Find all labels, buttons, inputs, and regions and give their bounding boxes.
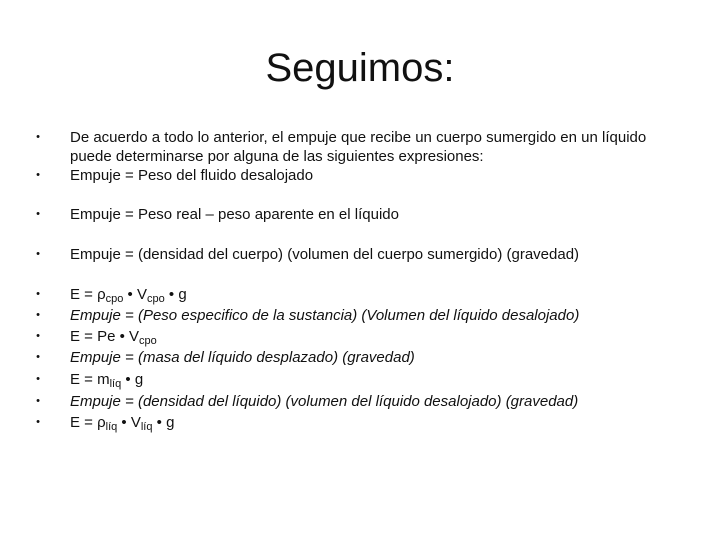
intro-text: De acuerdo a todo lo anterior, el empuje que recibe un cuerpo sumergido en un líquido puede determinarse por alguna de las siguientes expresiones: <box>70 129 647 165</box>
bullet: • <box>36 395 40 407</box>
bullet: • <box>36 248 40 260</box>
formula-subscript: cpo <box>139 335 157 347</box>
bullet: • <box>36 208 40 220</box>
formula-subscript: cpo <box>105 293 124 305</box>
bullet: • <box>36 351 40 363</box>
formula-part: E = ρ <box>70 286 106 303</box>
bullet: • <box>36 169 40 181</box>
item-densidad-cuerpo: Empuje = (densidad del cuerpo) (volumen del cuerpo sumergido) (gravedad) <box>70 246 580 263</box>
formula-part: E = Pe • V <box>70 328 140 345</box>
bullet: • <box>36 373 40 385</box>
item-peso-real: Empuje = Peso real – peso aparente en el líquido <box>70 206 399 223</box>
formula-part: • V <box>123 286 147 303</box>
item-peso-especifico: Empuje = (Peso especifico de la sustancia) (Volumen del líquido desalojado) <box>70 307 580 324</box>
formula-masa <box>70 370 685 394</box>
formula-subscript: líq <box>140 421 153 433</box>
bullet: • <box>36 416 40 428</box>
formula-subscript: cpo <box>146 293 165 305</box>
formula-densidad-liquido <box>70 413 685 437</box>
formula-part: • g <box>164 286 187 303</box>
formula-part: E = ρ <box>70 414 106 431</box>
bullet: • <box>36 309 40 321</box>
formula-part: • g <box>152 414 175 431</box>
bullet: • <box>36 131 40 143</box>
formula-part: E = m <box>70 371 110 388</box>
formula-subscript: líq <box>109 378 122 390</box>
formula-subscript: líq <box>105 421 118 433</box>
formula-part: • V <box>117 414 141 431</box>
item-densidad-liquido: Empuje = (densidad del líquido) (volumen del líquido desalojado) (gravedad) <box>70 393 579 410</box>
item-peso-fluido: Empuje = Peso del fluido desalojado <box>70 167 314 184</box>
bullet: • <box>36 288 40 300</box>
item-masa: Empuje = (masa del líquido desplazado) (gravedad) <box>70 349 415 366</box>
formula-part: • g <box>121 371 144 388</box>
slide-title: Seguimos: <box>265 46 455 90</box>
bullet: • <box>36 330 40 342</box>
